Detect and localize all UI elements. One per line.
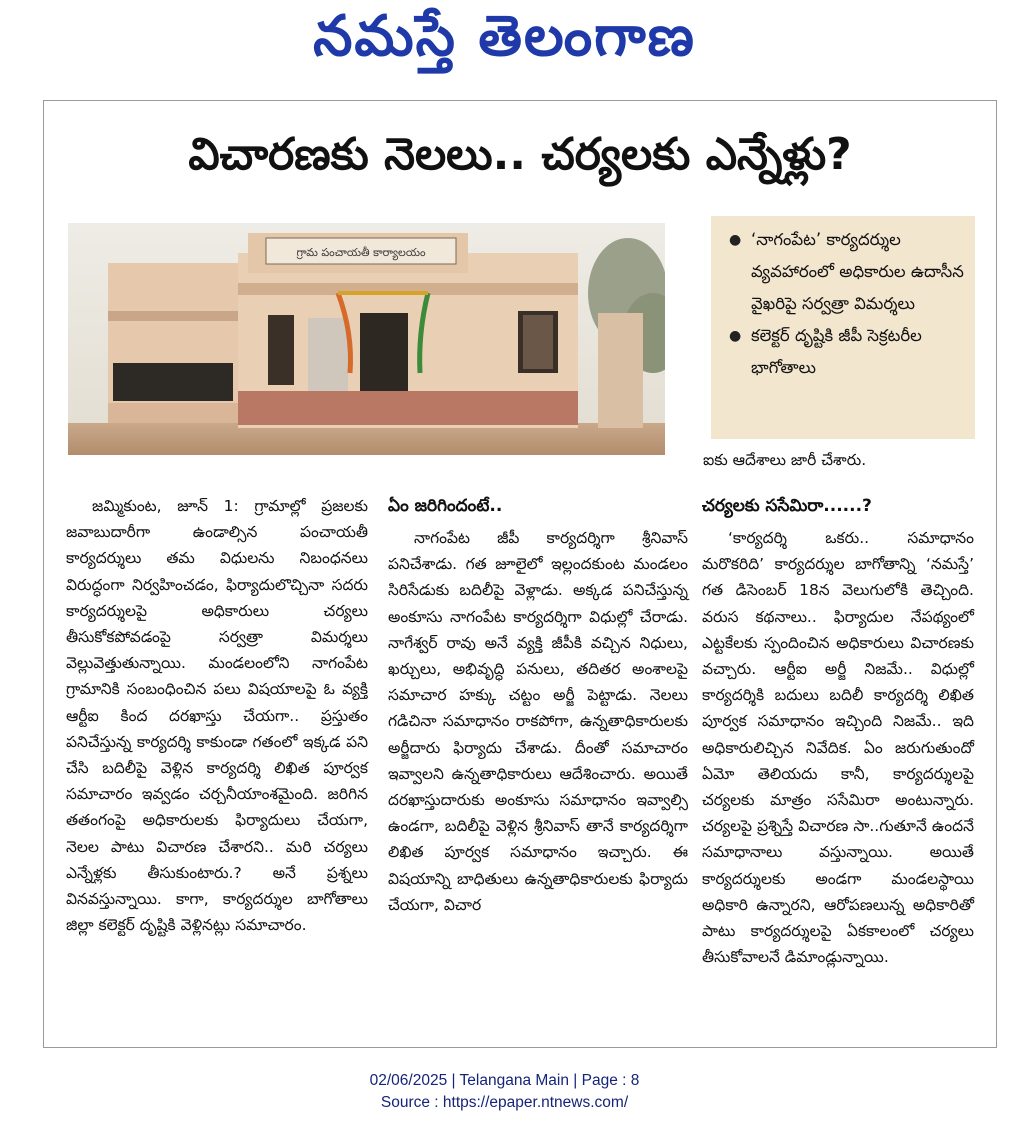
footer-source: Source : https://epaper.ntnews.com/ bbox=[380, 1094, 629, 1111]
column-2-heading: ఏం జరిగిందంటే.. bbox=[388, 496, 503, 516]
article-photo bbox=[68, 223, 665, 455]
column-1-body: జమ్మికుంట, జూన్ 1: గ్రామాల్లో ప్రజలకు జవాబుదారీగా ఉండాల్సిన పంచాయతీ కార్యదర్శులు తమ విధులను నిబంధనలు విరుద్ధంగా నిర్వహించడం, ఫిర్యాదులొచ్చినా సదరు కార్యదర్శులపై అధికారులు చర్యలు తీసుకోకపోవడంపై సర్వత్రా విమర్శలు వెల్లువెత్తుతున్నాయి. మండలంలోని నాగంపేట గ్రామానికి సంబంధించిన పలు విషయాలపై ఓ వ్యక్తి ఆర్టీఐ కింద దరఖాస్తు చేయగా.. ప్రస్తుతం పనిచేస్తున్న కార్యదర్శి కాకుండా గతంలో ఇక్కడ పని చేసి బదిలీపై వెళ్లిన కార్యదర్శి లిఖిత పూర్వక సమాచారం ఇవ్వడం చర్చనీయాంశమైంది. జరిగిన తతంగంపై అధికారులకు ఫిర్యాదులు చేయగా, నెలల పాటు విచారణ చేశారని.. మరి చర్యలు ఎన్నేళ్లకు తీసుకుంటారు.? అనే ప్రశ్నలు వినవస్తున్నాయి. కాగా, కార్యదర్శుల బాగోతాలు జిల్లా కలెక్టర్ దృష్టికి వెళ్లినట్లు సమాచారం. bbox=[66, 497, 368, 935]
column-3-heading: చర్యలకు ససేమిరా......? bbox=[702, 496, 872, 516]
bullet-text: ‘నాగంపేట’ కార్యదర్శుల వ్యవహారంలో అధికారుల ఉదాసీన వైఖరిపై సర్వత్రా విమర్శలు bbox=[751, 230, 964, 313]
bullet-icon: ● bbox=[729, 328, 742, 344]
column-3-body: ‘కార్యదర్శి ఒకరు.. సమాధానం మరొకరిది’ కార్యదర్శుల బాగోతాన్ని ‘నమస్తే’ గత డిసెంబర్ 18న వెలుగులోకి తెచ్చింది. వరుస కథనాలు.. ఫిర్యాదుల నేపథ్యంలో ఎట్టకేలకు స్పందించిన అధికారులు విచారణకు వచ్చారు. ఆర్టీఐ అర్జీ నిజమే.. విధుల్లో కార్యదర్శికి బదులు బదిలీ కార్యదర్శి లిఖిత పూర్వక సమాధానం ఇచ్చింది నిజమే.. ఇది అధికారులిచ్చిన నివేదిక. ఏం జరుగుతుందో ఏమో తెలియదు కానీ, కార్యదర్శులపై చర్యలకు మాత్రం ససేమిరా అంటున్నారు. చర్యలపై ప్రశ్నిస్తే విచారణ సా..గుతూనే ఉందనే సమాధానాలు వస్తున్నాయి. అయితే కార్యదర్శులకు అండగా మండలస్థాయి అధికారి ఉన్నారని, ఆరోపణలున్న అధికారితో పాటు కార్యదర్శులపై ఏకకాలంలో చర్యలు తీసుకోవాలనే డిమాండ్లున్నాయి. bbox=[702, 529, 974, 967]
article-column-3 bbox=[702, 493, 974, 970]
column-2-body: నాగంపేట జీపీ కార్యదర్శిగా శ్రీనివాస్ పనిచేశాడు. గత జూలైలో ఇల్లందకుంట మండలం సిరిసేడుకు బదిలీపై వెళ్లాడు. అక్కడ పనిచేస్తున్న అంకూసు నాగంపేట కార్యదర్శిగా విధుల్లో చేరాడు. నాగేశ్వర్ రావు అనే వ్యక్తి జీపీకి వచ్చిన నిధులు, ఖర్చులు, అభివృద్ధి పనులు, తదితర అంశాలపై సమాచార హక్కు చట్టం అర్జీ పెట్టాడు. నెలలు గడిచినా సమాధానం రాకపోగా, ఉన్నతాధికారులకు అర్జీదారు ఫిర్యాదు చేశాడు. దీంతో సమాచారం ఇవ్వాలని ఉన్నతాధికారులు ఆదేశించారు. అయితే దరఖాస్తుదారుకు అంకూసు సమాధానం ఇవ్వాల్సి ఉండగా, బదిలీపై వెళ్లిన శ్రీనివాస్ తానే కార్యదర్శిగా లిఖిత పూర్వక సమాధానం ఇచ్చారు. ఈ విషయాన్ని బాధితులు ఉన్నతాధికారులకు ఫిర్యాదు చేయగా, విచార bbox=[388, 529, 688, 914]
masthead bbox=[0, 0, 1009, 95]
article-column-2 bbox=[388, 493, 688, 918]
footer-edition-info: 02/06/2025 | Telangana Main | Page : 8 bbox=[369, 1072, 640, 1089]
article-headline: విచారణకు నెలలు.. చర్యలకు ఎన్నేళ్లు? bbox=[188, 129, 852, 180]
article-frame bbox=[43, 100, 997, 1048]
factbox-bullet bbox=[729, 224, 965, 320]
spillover-text: ఐకు ఆదేశాలు జారీ చేశారు. bbox=[703, 451, 867, 469]
factbox-bullet bbox=[729, 320, 965, 384]
article-column-1 bbox=[66, 493, 368, 938]
bullet-text: కలెక్టర్ దృష్టికి జీపీ సెక్రటరీల భాగోతాలు bbox=[751, 326, 922, 377]
factbox bbox=[711, 216, 975, 439]
bullet-icon: ● bbox=[729, 232, 742, 248]
building-sign-text: గ్రామ పంచాయతీ కార్యాలయం bbox=[296, 246, 426, 259]
masthead-logo: నమస్తే తెలంగాణ bbox=[313, 4, 696, 69]
